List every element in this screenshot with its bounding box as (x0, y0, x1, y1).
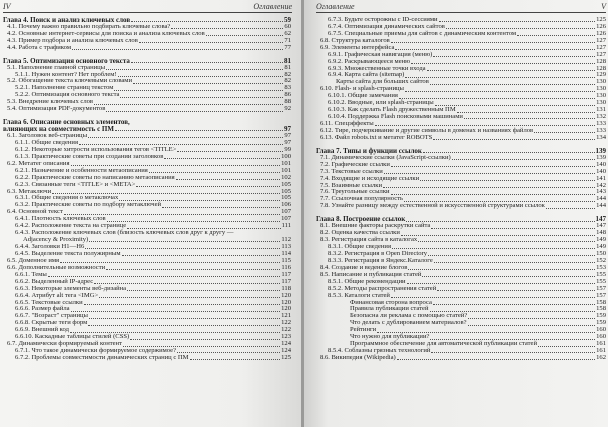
toc-entry-title: 6.6.5. Текстовые ссылки (15, 298, 83, 306)
toc-dot-leader (405, 77, 595, 78)
toc-page-number: 122 (281, 319, 291, 327)
toc-dot-leader (88, 137, 283, 138)
toc-entry-title: 7.1. Динамические ссылки (JavaScript-ссылки) (320, 153, 451, 161)
toc-entry-title: 6.3.2. Практические советы по подбору метаключей (15, 201, 162, 209)
toc-dot-leader (164, 158, 280, 159)
toc-dot-leader (431, 228, 595, 229)
toc-dot-leader (177, 352, 280, 353)
toc-page-number: 59 (284, 15, 291, 24)
toc-entry-title: 6.6.3. Некоторые элементы веб-дизайна (15, 284, 127, 292)
toc-entry-title: 7.7. Ссылочная популярность (320, 195, 404, 203)
toc-entry-title: 5.4. Оптимизация PDF-документов (7, 105, 106, 113)
toc-page-number: 120 (281, 298, 291, 306)
toc-dot-leader (133, 83, 283, 84)
toc-entry-title: Глава 8. Построение ссылок (316, 215, 406, 224)
toc-page-number: 140 (596, 167, 606, 175)
toc-entry-title: 6.6.4. Атрибут alt тега <IMG> (15, 291, 99, 299)
toc-page-number: 157 (596, 291, 606, 299)
toc-dot-leader (89, 318, 280, 319)
toc-dot-leader (452, 159, 595, 160)
toc-entry-title: 7.8. Узнайте разницу между естественной и искусственной структурами ссылок (320, 202, 545, 210)
toc-entry-title: 6.9.4. Карта сайта (sitemap) (328, 71, 405, 79)
toc-page-number: 125 (596, 15, 606, 23)
toc-page-number: 127 (596, 36, 606, 44)
toc-entry[interactable] (3, 45, 291, 52)
toc-entry[interactable] (3, 355, 291, 362)
toc-entry-title: 6.2.3. Связанные теги <TITLE> и <META> (15, 180, 136, 188)
toc-page-number: 105 (281, 180, 291, 188)
toc-page-number: 105 (281, 194, 291, 202)
toc-dot-leader (139, 42, 284, 43)
toc-entry[interactable] (3, 106, 291, 113)
toc-entry-title: 6.12. Тире, подчеркивание и другие символы в доменах и названиях файлов (320, 126, 534, 134)
toc-page-number: 160 (596, 326, 606, 334)
toc-page-number: 141 (596, 174, 606, 182)
toc-entry-title: 8.1. Внешние факторы раскрутки сайта (320, 222, 431, 230)
toc-dot-leader (468, 318, 595, 319)
toc-page-number: 127 (596, 50, 606, 58)
toc-entry-title: 6.10. Flash- и splash-страницы (320, 85, 404, 93)
toc-dot-leader (433, 139, 595, 140)
toc-entry-title: 6.10.4. Поддержка Flash поисковыми машинами (328, 113, 463, 121)
toc-entry-title: 6.10.2. Вводные, или splash-страницы (328, 99, 434, 107)
toc-entry-title: влияющих на совместимость с ПМ (3, 125, 114, 134)
toc-page-number: 158 (596, 298, 606, 306)
toc-dot-leader (433, 56, 595, 57)
toc-entry-title: Что делать с дублированием материалов? (350, 319, 467, 327)
toc-page-number: 60 (284, 22, 291, 30)
toc-entry-title: 8.5.4. Соблазны грязных технологий (328, 347, 431, 355)
toc-page-number: 149 (596, 236, 606, 244)
toc-dot-leader (136, 186, 280, 187)
toc-page-number: 139 (596, 153, 606, 161)
toc-page-number: 92 (284, 105, 291, 113)
toc-dot-leader (89, 241, 280, 242)
toc-dot-leader (395, 49, 595, 50)
toc-dot-leader (384, 173, 595, 174)
toc-dot-leader (468, 325, 596, 326)
toc-page-number: 82 (284, 70, 291, 78)
toc-dot-leader (407, 283, 596, 284)
toc-entry-title: 7.5. Взаимные ссылки (320, 181, 383, 189)
toc-entry-title: 6.7. Динамически формируемый контент (7, 340, 122, 348)
toc-page-number: 159 (596, 319, 606, 327)
toc-entry-title: 8.3.1. Общие сведения (328, 243, 391, 251)
toc-dot-leader (72, 49, 283, 50)
toc-entry-title: 8.5.2. Методы распространения статей (328, 284, 437, 292)
toc-dot-leader (406, 221, 594, 222)
toc-entry-title: 8.5.1. Общие рекомендации (328, 277, 406, 285)
toc-entry-title: 6.1.3. Практические советы при создании заголовков (15, 152, 164, 160)
toc-page-number: 128 (596, 57, 606, 65)
toc-dot-leader (534, 132, 595, 133)
right-toc-list (316, 17, 606, 362)
toc-dot-leader (130, 339, 280, 340)
toc-entry-title: 6.7.5. Специальные приемы для сайтов с динамическим контентом (328, 29, 517, 37)
toc-entry-title: 7.3. Текстовые ссылки (320, 167, 383, 175)
toc-dot-leader (431, 352, 595, 353)
toc-dot-leader (106, 269, 280, 270)
left-toc-list (3, 17, 291, 362)
toc-entry-title: 7.6. Треугольные ссылки (320, 188, 390, 196)
toc-entry[interactable] (316, 355, 606, 362)
toc-page-number: 160 (596, 333, 606, 341)
toc-page-number: 107 (281, 208, 291, 216)
toc-entry-title: 6.13. Файл robots.txt и метатег ROBOTS (320, 133, 433, 141)
toc-page-number: 131 (596, 106, 606, 114)
toc-dot-leader (401, 235, 595, 236)
toc-entry-title: Рейтинги (350, 326, 377, 334)
toc-entry-title: 6.9.3. Множественные точки входа (328, 64, 426, 72)
toc-entry-title: Что нужно для публикации? (350, 333, 430, 341)
toc-page-number: 142 (596, 181, 606, 189)
toc-page-number: 130 (596, 99, 606, 107)
toc-page-number: 122 (281, 326, 291, 334)
toc-page-number: 112 (281, 236, 291, 244)
toc-dot-leader (433, 304, 595, 305)
toc-dot-leader (106, 111, 283, 112)
toc-entry-title: 6.6.6. Размер файла (15, 305, 70, 313)
toc-entry-title: 5.1.1. Нужен контент? Нет проблем! (15, 70, 117, 78)
toc-entry-title: 8.4. Создание и ведение блогов (320, 263, 408, 271)
toc-dot-leader (131, 62, 283, 63)
toc-dot-leader (428, 255, 595, 256)
toc-entry-title: 6.7.3. Будьте осторожны с ID-сессиями (328, 15, 438, 23)
toc-page-number: 97 (284, 132, 291, 140)
toc-page-number: 127 (596, 43, 606, 51)
toc-page-number: 115 (281, 256, 291, 264)
toc-dot-leader (149, 172, 280, 173)
toc-dot-leader (88, 325, 280, 326)
toc-page-number: 130 (596, 85, 606, 93)
left-page-number: IV (3, 2, 11, 11)
toc-page-number: 155 (596, 277, 606, 285)
toc-page-number: 133 (596, 120, 606, 128)
toc-dot-leader (94, 104, 283, 105)
toc-entry-title: 6.1.1. Общие сведения (15, 138, 78, 146)
toc-page-number: 114 (281, 249, 291, 257)
left-page (0, 0, 302, 427)
toc-entry-title: Программное обеспечение для автоматической публикации статей (350, 340, 537, 348)
toc-page-number: 159 (596, 312, 606, 320)
toc-entry-title: Adjacency & Proximity) (23, 236, 89, 244)
right-page-header (316, 2, 606, 13)
toc-entry-title: 7.2. Графические ссылки (320, 160, 390, 168)
toc-page-number: 97 (284, 138, 291, 146)
toc-entry-title: 5.2.2. Оптимизация основного текста (15, 91, 120, 99)
toc-dot-leader (48, 276, 281, 277)
toc-entry-title: 8.3. Регистрация сайта в каталогах (320, 236, 418, 244)
toc-page-number: 147 (596, 222, 606, 230)
right-page (304, 0, 608, 427)
toc-page-number: 97 (284, 125, 291, 134)
toc-dot-leader (127, 290, 280, 291)
toc-dot-leader (408, 269, 595, 270)
toc-page-number: 118 (281, 284, 291, 292)
toc-entry-title: 5.3. Внедрение ключевых слов (7, 98, 94, 106)
toc-dot-leader (418, 241, 595, 242)
toc-entry-title: 6.6.2. Выделенный IP-адрес (15, 277, 94, 285)
toc-entry-title: 6.6.1. Темы (15, 270, 47, 278)
toc-page-number: 126 (596, 29, 606, 37)
toc-dot-leader (176, 179, 280, 180)
toc-page-number: 101 (281, 166, 291, 174)
toc-page-number: 149 (596, 243, 606, 251)
toc-entry-title: 6.6.7. "Возраст" страницы (15, 312, 88, 320)
toc-dot-leader (464, 118, 595, 119)
toc-page-number: 111 (281, 222, 291, 230)
toc-page-number: 153 (596, 263, 606, 271)
toc-page-number: 161 (596, 347, 606, 355)
toc-page-number: 117 (281, 270, 291, 278)
toc-entry-title: Правила публикации статей (350, 305, 429, 313)
toc-entry-title: 6.7.4. Оптимизация динамических сайтов (328, 22, 445, 30)
toc-entry-title: 6.7.1. Что такое динамически формируемое содержимое? (15, 347, 177, 355)
toc-page-number: 105 (281, 187, 291, 195)
toc-page-number: 107 (281, 215, 291, 223)
toc-dot-leader (546, 208, 595, 209)
toc-entry-title: Глава 7. Типы и функции ссылок (316, 146, 422, 155)
toc-entry[interactable] (316, 135, 606, 142)
toc-dot-leader (94, 283, 280, 284)
toc-page-number: 113 (281, 243, 291, 251)
toc-entry-title: 6.4.5. Выделение текста полужирным (15, 249, 121, 257)
toc-entry-title: 6.4. Основной текст (7, 208, 63, 216)
toc-dot-leader (391, 194, 596, 195)
toc-entry-title: 6.6.9. Внешний код (15, 326, 69, 334)
toc-dot-leader (71, 311, 281, 312)
toc-entry-title: 6.6. Дополнительные возможности (7, 263, 106, 271)
toc-dot-leader (120, 97, 283, 98)
toc-entry-title: 6.5. Доменное имя (7, 256, 60, 264)
toc-dot-leader (420, 180, 595, 181)
toc-page-number: 130 (596, 92, 606, 100)
toc-entry-title: 6.6.10. Каскадные таблицы стилей (CSS) (15, 333, 130, 341)
toc-entry-title: 8.2. Оценка качества ссылки (320, 229, 400, 237)
toc-dot-leader (405, 91, 595, 92)
toc-entry-title: 6.4.4. Заголовки H1—H6 (15, 243, 85, 251)
toc-entry-title: Глава 5. Оптимизация основного текста (3, 56, 130, 65)
toc-dot-leader (122, 255, 281, 256)
toc-entry-title: 6.3. Метаключи (7, 187, 52, 195)
toc-dot-leader (71, 165, 281, 166)
toc-page-number: 83 (284, 84, 291, 92)
toc-entry-title: 8.5. Написание и публикация статей (320, 270, 422, 278)
toc-dot-leader (115, 130, 283, 131)
toc-dot-leader (107, 221, 281, 222)
toc-entry-title: 6.1.2. Некоторые хитрости использования тегов <TITLE> (15, 145, 177, 153)
toc-page-number: 157 (596, 284, 606, 292)
toc-page-number: 155 (596, 270, 606, 278)
toc-entry-title: 6.9.2. Раскрывающееся меню (328, 57, 411, 65)
toc-entry-title: Безопасна ли реклама с помощью статей? (350, 312, 468, 320)
toc-page-number: 71 (284, 36, 291, 44)
toc-page-number: 121 (281, 312, 291, 320)
toc-page-number: 147 (595, 215, 606, 224)
toc-entry-title: 6.4.1. Плотность ключевых слов (15, 215, 106, 223)
toc-dot-leader (427, 70, 596, 71)
toc-entry-title: 6.6.8. Скрытые теги форм (15, 319, 88, 327)
toc-dot-leader (391, 297, 595, 298)
right-running-head: Оглавление (316, 2, 355, 11)
toc-page-number: 82 (284, 77, 291, 85)
toc-dot-leader (538, 346, 595, 347)
toc-dot-leader (114, 90, 283, 91)
toc-page-number: 132 (596, 113, 606, 121)
toc-entry-title: 7.4. Входящие и исходящие ссылки (320, 174, 420, 182)
toc-entry-title: 5.1. Наполнение главной страницы (7, 63, 106, 71)
toc-page-number: 161 (596, 340, 606, 348)
toc-dot-leader (411, 63, 595, 64)
toc-dot-leader (457, 112, 595, 113)
toc-entry-title: 6.4.3. Расположение ключевых слов (близость ключевых слов друг к другу — (15, 229, 234, 237)
toc-entry-title: 8.5.3. Каталоги статей (328, 291, 390, 299)
toc-dot-leader (434, 262, 595, 263)
toc-entry-title: 8.6. Википедия (Wikipedia) (320, 354, 396, 362)
toc-page-number: 144 (596, 195, 606, 203)
toc-page-number: 62 (284, 29, 291, 37)
toc-page-number: 128 (596, 64, 606, 72)
toc-page-number: 125 (281, 354, 291, 362)
toc-dot-leader (106, 69, 283, 70)
toc-entry-title: 6.10.3. Как сделать Flash дружественным ПМ (328, 106, 456, 114)
toc-page-number: 144 (596, 202, 606, 210)
toc-page-number: 134 (596, 133, 606, 141)
toc-page-number: 129 (596, 71, 606, 79)
toc-page-number: 81 (284, 63, 291, 71)
toc-page-number: 123 (281, 333, 291, 341)
toc-page-number: 101 (281, 159, 291, 167)
toc-dot-leader (517, 35, 595, 36)
toc-entry-title: 8.3.2. Регистрация в Open Directory (328, 249, 428, 257)
toc-page-number: 88 (284, 98, 291, 106)
toc-dot-leader (437, 290, 595, 291)
toc-entry[interactable] (316, 203, 606, 210)
toc-page-number: 120 (281, 305, 291, 313)
toc-page-number: 143 (596, 188, 606, 196)
toc-dot-leader (118, 76, 284, 77)
toc-page-number: 152 (596, 256, 606, 264)
toc-dot-leader (430, 84, 595, 85)
toc-page-number: 116 (281, 263, 291, 271)
toc-page-number: 124 (281, 340, 291, 348)
toc-dot-leader (84, 304, 280, 305)
toc-page-number: 106 (281, 201, 291, 209)
toc-entry-title: 6.11. Спецэффекты (320, 120, 374, 128)
toc-page-number: 126 (596, 22, 606, 30)
toc-dot-leader (391, 42, 595, 43)
toc-entry-title: 6.9. Элементы интерфейса (320, 43, 395, 51)
toc-entry-title: 8.3.3. Регистрация в Яндекс.Каталоге (328, 256, 433, 264)
toc-entry-title: 4.1. Почему важно правильно подбирать ключевые слова? (7, 22, 171, 30)
left-page-header (3, 2, 292, 13)
toc-entry-title: 5.2.1. Наполнение страниц текстом (15, 84, 114, 92)
toc-dot-leader (397, 359, 595, 360)
toc-dot-leader (422, 276, 595, 277)
toc-page-number: 133 (596, 126, 606, 134)
toc-page-number: 102 (281, 173, 291, 181)
toc-entry-title: 6.3.1. Общие сведения о метаключах (15, 194, 119, 202)
toc-entry-title: 6.7.2. Проблемы совместимости динамических страниц с ПМ (15, 354, 189, 362)
left-running-head: Оглавление (253, 2, 292, 11)
toc-entry-title: 6.2.1. Назначение и особенности метаописания (15, 166, 148, 174)
toc-page-number: 158 (596, 305, 606, 313)
toc-entry-title: 6.2.2. Практические советы по написанию метаописания (15, 173, 175, 181)
toc-entry-title: 5.2. Обогащение текста ключевыми словами (7, 77, 133, 85)
toc-entry-title: Глава 4. Поиск и анализ ключевых слов (3, 15, 131, 24)
toc-dot-leader (99, 297, 280, 298)
toc-page-number: 139 (595, 146, 606, 155)
toc-entry-title: 6.8. Структура каталогов (320, 36, 390, 44)
toc-dot-leader (439, 21, 596, 22)
toc-entry-title: Карты сайта для больших сайтов (336, 78, 429, 86)
toc-dot-leader (162, 207, 280, 208)
toc-entry-title: 4.4. Работа с трафиком (7, 43, 72, 51)
toc-dot-leader (391, 166, 595, 167)
toc-dot-leader (190, 359, 281, 360)
toc-page-number: 81 (284, 56, 291, 65)
toc-page-number: 162 (596, 354, 606, 362)
toc-page-number: 148 (596, 229, 606, 237)
toc-dot-leader (177, 151, 283, 152)
toc-page-number: 77 (284, 43, 291, 51)
toc-dot-leader (435, 105, 595, 106)
toc-entry-title: Глава 6. Описание основных элементов, (3, 118, 130, 127)
toc-page-number: 117 (281, 277, 291, 285)
toc-page-number: 120 (281, 291, 291, 299)
toc-entry-title: Финансовая сторона вопроса (350, 298, 432, 306)
toc-entry-title: 4.3. Пример подбора и анализа ключевых слов (7, 36, 138, 44)
toc-page-number: 124 (281, 347, 291, 355)
toc-entry-title: 6.10.1. Общие замечания (328, 92, 398, 100)
toc-page-number: 86 (284, 91, 291, 99)
toc-page-number: 100 (281, 152, 291, 160)
right-page-number: V (601, 2, 606, 11)
toc-entry-title: 6.4.2. Расположение текста на странице (15, 222, 127, 230)
toc-entry-title: 4.2. Основные интернет-сервисы для поиска и анализа ключевых слов (7, 29, 205, 37)
toc-entry-title: 6.2. Метатег описания (7, 159, 70, 167)
toc-page-number: 130 (596, 78, 606, 86)
toc-page-number: 99 (284, 145, 291, 153)
toc-page-number: 140 (596, 160, 606, 168)
toc-page-number: 150 (596, 249, 606, 257)
toc-entry-title: 6.1. Заголовок веб-страницы (7, 132, 88, 140)
toc-dot-leader (383, 187, 595, 188)
toc-entry-title: 6.9.1. Графическая навигация (меню) (328, 50, 433, 58)
toc-dot-leader (206, 35, 284, 36)
